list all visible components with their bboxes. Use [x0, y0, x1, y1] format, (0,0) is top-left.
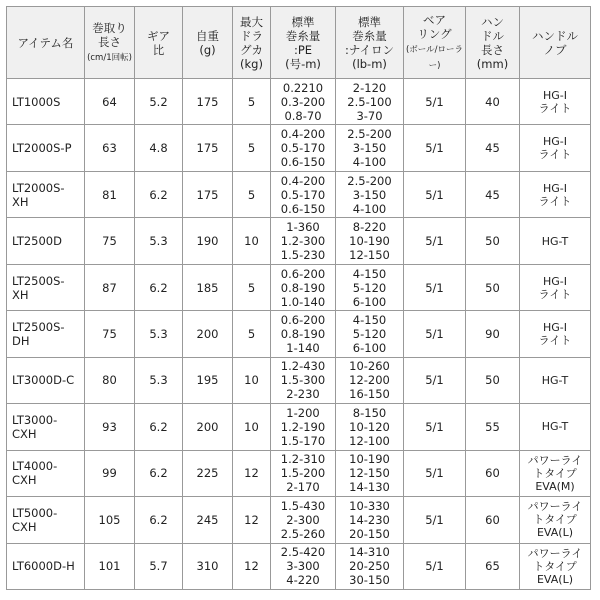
cell-line: 1.5-430 [280, 498, 326, 513]
cell-line: EVA(M) [535, 479, 575, 493]
weight-cell: 195 [183, 357, 233, 403]
cell-line: 0.5-170 [280, 141, 326, 156]
retrieve-length-cell: 81 [85, 171, 135, 217]
header-line: (g) [199, 42, 216, 57]
pe-capacity-cell [271, 125, 336, 171]
handle-knob-cell [520, 450, 591, 496]
header-line: 巻糸量 [285, 28, 321, 43]
handle-knob-cell [520, 311, 591, 357]
handle-knob-cell [520, 125, 591, 171]
header-line: (kg) [240, 56, 263, 71]
header-line: 長さ [98, 34, 121, 49]
cell-line: 0.4-200 [280, 173, 326, 188]
max-drag-cell: 5 [233, 171, 271, 217]
gear-ratio-cell: 5.7 [135, 543, 183, 589]
cell-line: 6-100 [352, 294, 387, 309]
gear-ratio-cell: 6.2 [135, 497, 183, 543]
item-name-cell [7, 264, 85, 310]
retrieve-length-cell: 75 [85, 218, 135, 264]
cell-line: CXH [12, 426, 37, 441]
header-line: ハン [481, 14, 504, 29]
item-name-cell [7, 543, 85, 589]
weight-cell: 175 [183, 171, 233, 217]
cell-line: パワーライ [527, 546, 583, 560]
header-line: (mm) [476, 56, 509, 71]
cell-line: 1.0-140 [280, 294, 326, 309]
table-row [7, 311, 591, 357]
header-pe-capacity [271, 7, 336, 79]
weight-cell: 200 [183, 311, 233, 357]
weight-cell: 225 [183, 450, 233, 496]
table-row [7, 264, 591, 310]
pe-capacity-cell [271, 543, 336, 589]
cell-line: ライト [538, 333, 572, 347]
cell-line: CXH [12, 519, 37, 534]
cell-line: 0.6-150 [280, 201, 326, 216]
header-nylon-capacity [336, 7, 404, 79]
cell-line: パワーライ [527, 453, 583, 467]
cell-line: 1.2-310 [280, 452, 326, 467]
gear-ratio-cell: 6.2 [135, 171, 183, 217]
cell-line: HG-T [541, 420, 569, 434]
nylon-capacity-cell [336, 171, 404, 217]
max-drag-cell: 5 [233, 125, 271, 171]
cell-line: 0.8-190 [280, 280, 326, 295]
cell-line: HG-I [542, 320, 567, 334]
bearing-cell: 5/1 [404, 450, 466, 496]
header-line: (号-m) [285, 56, 321, 71]
header-weight [183, 7, 233, 79]
cell-line: CXH [12, 473, 37, 488]
reel-spec-table [6, 6, 591, 590]
header-line: 標準 [291, 14, 315, 29]
cell-line: DH [12, 333, 30, 348]
retrieve-length-cell: 75 [85, 311, 135, 357]
bearing-cell: 5/1 [404, 357, 466, 403]
cell-line: 0.3-200 [280, 94, 326, 109]
cell-line: 1-360 [286, 220, 320, 235]
header-line: 自重 [196, 28, 219, 43]
nylon-capacity-cell [336, 79, 404, 125]
gear-ratio-cell: 6.2 [135, 450, 183, 496]
header-max-drag [233, 7, 271, 79]
table-body [7, 79, 591, 590]
bearing-cell: 5/1 [404, 404, 466, 450]
header-line: (lb-m) [352, 56, 387, 71]
cell-line: 4-150 [352, 312, 387, 327]
weight-cell: 245 [183, 497, 233, 543]
header-retrieve-length [85, 7, 135, 79]
pe-capacity-cell [271, 497, 336, 543]
max-drag-cell: 10 [233, 357, 271, 403]
cell-line: 10-120 [349, 419, 390, 434]
cell-line: 4-100 [352, 155, 387, 170]
header-line: (ボール/ローラー) [405, 44, 463, 71]
header-line: :ナイロン [344, 42, 395, 57]
header-line: (cm/1回転) [87, 52, 132, 63]
cell-line: 2.5-260 [280, 526, 326, 541]
table-row [7, 450, 591, 496]
header-gear-ratio [135, 7, 183, 79]
item-name-cell [7, 171, 85, 217]
header-line: ドル [481, 28, 504, 43]
table-row [7, 357, 591, 403]
item-name-cell [7, 404, 85, 450]
cell-line: 0.5-170 [280, 187, 326, 202]
header-line: 標準 [358, 14, 381, 29]
cell-line: 2-300 [286, 512, 320, 527]
table-row [7, 404, 591, 450]
handle-knob-cell [520, 218, 591, 264]
item-name-cell [7, 311, 85, 357]
table-row [7, 218, 591, 264]
handle-knob-cell [520, 171, 591, 217]
cell-line: HG-I [542, 274, 567, 288]
header-line: 長さ [481, 42, 504, 57]
pe-capacity-cell [271, 79, 336, 125]
header-line: ドラ [240, 28, 263, 43]
table-row [7, 171, 591, 217]
gear-ratio-cell: 6.2 [135, 264, 183, 310]
table-row [7, 543, 591, 589]
bearing-cell: 5/1 [404, 171, 466, 217]
nylon-capacity-cell [336, 450, 404, 496]
cell-line: 14-130 [349, 480, 390, 495]
bearing-cell: 5/1 [404, 497, 466, 543]
handle-length-cell: 50 [466, 264, 520, 310]
weight-cell: 190 [183, 218, 233, 264]
header-line: ノブ [543, 42, 567, 57]
pe-capacity-cell [271, 450, 336, 496]
cell-line: 0.6-150 [280, 155, 326, 170]
pe-capacity-cell [271, 171, 336, 217]
handle-knob-cell [520, 264, 591, 310]
handle-knob-cell [520, 404, 591, 450]
cell-line: 1.5-300 [280, 373, 326, 388]
bearing-cell: 5/1 [404, 125, 466, 171]
item-name-cell [7, 79, 85, 125]
cell-line: LT3000D-C [12, 373, 75, 388]
handle-knob-cell [520, 497, 591, 543]
header-line: ギア [147, 28, 170, 43]
nylon-capacity-cell [336, 497, 404, 543]
cell-line: 14-230 [349, 512, 390, 527]
nylon-capacity-cell [336, 264, 404, 310]
header-line: 巻取り [92, 20, 127, 35]
cell-line: 4-220 [286, 573, 320, 588]
handle-knob-cell [520, 79, 591, 125]
cell-line: 1-200 [286, 405, 320, 420]
weight-cell: 175 [183, 79, 233, 125]
cell-line: トタイプ [533, 466, 577, 480]
cell-line: LT5000- [12, 505, 58, 520]
bearing-cell: 5/1 [404, 218, 466, 264]
bearing-cell: 5/1 [404, 264, 466, 310]
cell-line: 2-120 [352, 80, 387, 95]
nylon-capacity-cell [336, 404, 404, 450]
retrieve-length-cell: 101 [85, 543, 135, 589]
handle-length-cell: 50 [466, 357, 520, 403]
cell-line: HG-I [542, 135, 567, 149]
header-row [7, 7, 591, 79]
cell-line: 20-250 [349, 559, 390, 574]
cell-line: HG-T [541, 234, 569, 248]
cell-line: 0.4-200 [280, 127, 326, 142]
retrieve-length-cell: 80 [85, 357, 135, 403]
cell-line: HG-T [541, 373, 569, 387]
cell-line: 12-200 [349, 373, 390, 388]
header-bearing [404, 7, 466, 79]
cell-line: LT4000- [12, 459, 58, 474]
max-drag-cell: 12 [233, 450, 271, 496]
max-drag-cell: 12 [233, 543, 271, 589]
cell-line: LT2500S- [12, 319, 65, 334]
cell-line: 3-150 [352, 187, 387, 202]
cell-line: 8-150 [352, 405, 387, 420]
cell-line: 2.5-100 [347, 94, 392, 109]
pe-capacity-cell [271, 404, 336, 450]
cell-line: 4-100 [352, 201, 387, 216]
cell-line: LT6000D-H [12, 559, 75, 574]
pe-capacity-cell [271, 357, 336, 403]
cell-line: 2.5-200 [347, 127, 392, 142]
header-line: リング [417, 26, 452, 41]
cell-line: XH [12, 194, 29, 209]
cell-line: 12-150 [349, 248, 390, 263]
header-line: :PE [293, 42, 313, 57]
weight-cell: 175 [183, 125, 233, 171]
bearing-cell: 5/1 [404, 543, 466, 589]
cell-line: 12-100 [349, 433, 390, 448]
item-name-cell [7, 357, 85, 403]
handle-length-cell: 60 [466, 450, 520, 496]
cell-line: 0.6-200 [280, 312, 326, 327]
item-name-cell [7, 218, 85, 264]
cell-line: LT2000S-P [12, 141, 72, 156]
max-drag-cell: 5 [233, 264, 271, 310]
cell-line: トタイプ [533, 559, 577, 573]
cell-line: 5-120 [352, 326, 387, 341]
handle-length-cell: 40 [466, 79, 520, 125]
handle-length-cell: 65 [466, 543, 520, 589]
cell-line: ライト [538, 101, 572, 115]
nylon-capacity-cell [336, 218, 404, 264]
gear-ratio-cell: 6.2 [135, 404, 183, 450]
item-name-cell [7, 125, 85, 171]
cell-line: 1.2-430 [280, 359, 326, 374]
header-line: ベア [423, 12, 446, 27]
table-row [7, 79, 591, 125]
header-line: 最大 [240, 14, 263, 29]
cell-line: 6-100 [352, 340, 387, 355]
handle-knob-cell [520, 543, 591, 589]
cell-line: EVA(L) [536, 526, 573, 540]
cell-line: ライト [538, 194, 572, 208]
bearing-cell: 5/1 [404, 311, 466, 357]
max-drag-cell: 5 [233, 79, 271, 125]
cell-line: LT1000S [12, 94, 61, 109]
handle-knob-cell [520, 357, 591, 403]
weight-cell: 310 [183, 543, 233, 589]
gear-ratio-cell: 4.8 [135, 125, 183, 171]
pe-capacity-cell [271, 264, 336, 310]
handle-length-cell: 45 [466, 125, 520, 171]
cell-line: LT3000- [12, 412, 58, 427]
cell-line: 10-330 [349, 498, 390, 513]
cell-line: 8-220 [352, 220, 387, 235]
cell-line: 3-300 [286, 559, 320, 574]
bearing-cell: 5/1 [404, 79, 466, 125]
cell-line: 1.2-300 [280, 234, 326, 249]
cell-line: ライト [538, 287, 572, 301]
header-line: 巻糸量 [352, 28, 387, 43]
cell-line: 14-310 [349, 545, 390, 560]
header-line: ハンドル [532, 28, 578, 43]
cell-line: 5-120 [352, 280, 387, 295]
handle-length-cell: 45 [466, 171, 520, 217]
retrieve-length-cell: 99 [85, 450, 135, 496]
max-drag-cell: 10 [233, 404, 271, 450]
header-line: グカ [240, 42, 263, 57]
cell-line: 10-260 [349, 359, 390, 374]
header-line: 比 [152, 42, 165, 57]
retrieve-length-cell: 63 [85, 125, 135, 171]
cell-line: 3-150 [352, 141, 387, 156]
cell-line: 2.5-200 [347, 173, 392, 188]
cell-line: 20-150 [349, 526, 390, 541]
cell-line: トタイプ [533, 513, 577, 527]
nylon-capacity-cell [336, 125, 404, 171]
cell-line: 12-150 [349, 466, 390, 481]
cell-line: LT2500S- [12, 273, 65, 288]
cell-line: HG-I [542, 181, 567, 195]
cell-line: 2-230 [286, 387, 320, 402]
cell-line: LT2500D [12, 234, 62, 249]
retrieve-length-cell: 93 [85, 404, 135, 450]
pe-capacity-cell [271, 311, 336, 357]
retrieve-length-cell: 105 [85, 497, 135, 543]
retrieve-length-cell: 87 [85, 264, 135, 310]
handle-length-cell: 60 [466, 497, 520, 543]
cell-line: 4-150 [352, 266, 387, 281]
header-handle-length [466, 7, 520, 79]
cell-line: 0.8-70 [284, 108, 322, 123]
weight-cell: 200 [183, 404, 233, 450]
cell-line: 1.5-200 [280, 466, 326, 481]
cell-line: 30-150 [349, 573, 390, 588]
handle-length-cell: 90 [466, 311, 520, 357]
cell-line: パワーライ [527, 500, 583, 514]
cell-line: EVA(L) [536, 572, 573, 586]
nylon-capacity-cell [336, 543, 404, 589]
max-drag-cell: 10 [233, 218, 271, 264]
header-line: アイテム名 [17, 35, 74, 50]
cell-line: 1.5-230 [280, 248, 326, 263]
cell-line: 1-140 [286, 340, 320, 355]
gear-ratio-cell: 5.2 [135, 79, 183, 125]
cell-line: 0.2210 [282, 80, 324, 95]
cell-line: 3-70 [356, 108, 383, 123]
cell-line: 16-150 [349, 387, 390, 402]
max-drag-cell: 5 [233, 311, 271, 357]
handle-length-cell: 50 [466, 218, 520, 264]
retrieve-length-cell: 64 [85, 79, 135, 125]
cell-line: HG-I [542, 88, 567, 102]
header-item-name [7, 7, 85, 79]
cell-line: 1.5-170 [280, 433, 326, 448]
gear-ratio-cell: 5.3 [135, 218, 183, 264]
cell-line: ライト [538, 148, 572, 162]
cell-line: 0.8-190 [280, 326, 326, 341]
cell-line: 0.6-200 [280, 266, 326, 281]
cell-line: XH [12, 287, 29, 302]
handle-length-cell: 55 [466, 404, 520, 450]
gear-ratio-cell: 5.3 [135, 357, 183, 403]
cell-line: 2.5-420 [280, 545, 326, 560]
weight-cell: 185 [183, 264, 233, 310]
item-name-cell [7, 497, 85, 543]
cell-line: 10-190 [349, 452, 390, 467]
item-name-cell [7, 450, 85, 496]
nylon-capacity-cell [336, 357, 404, 403]
cell-line: 1.2-190 [280, 419, 326, 434]
cell-line: 10-190 [349, 234, 390, 249]
gear-ratio-cell: 5.3 [135, 311, 183, 357]
table-row [7, 497, 591, 543]
cell-line: LT2000S- [12, 180, 65, 195]
table-row [7, 125, 591, 171]
header-handle-knob [520, 7, 591, 79]
max-drag-cell: 12 [233, 497, 271, 543]
cell-line: 2-170 [286, 480, 320, 495]
nylon-capacity-cell [336, 311, 404, 357]
pe-capacity-cell [271, 218, 336, 264]
